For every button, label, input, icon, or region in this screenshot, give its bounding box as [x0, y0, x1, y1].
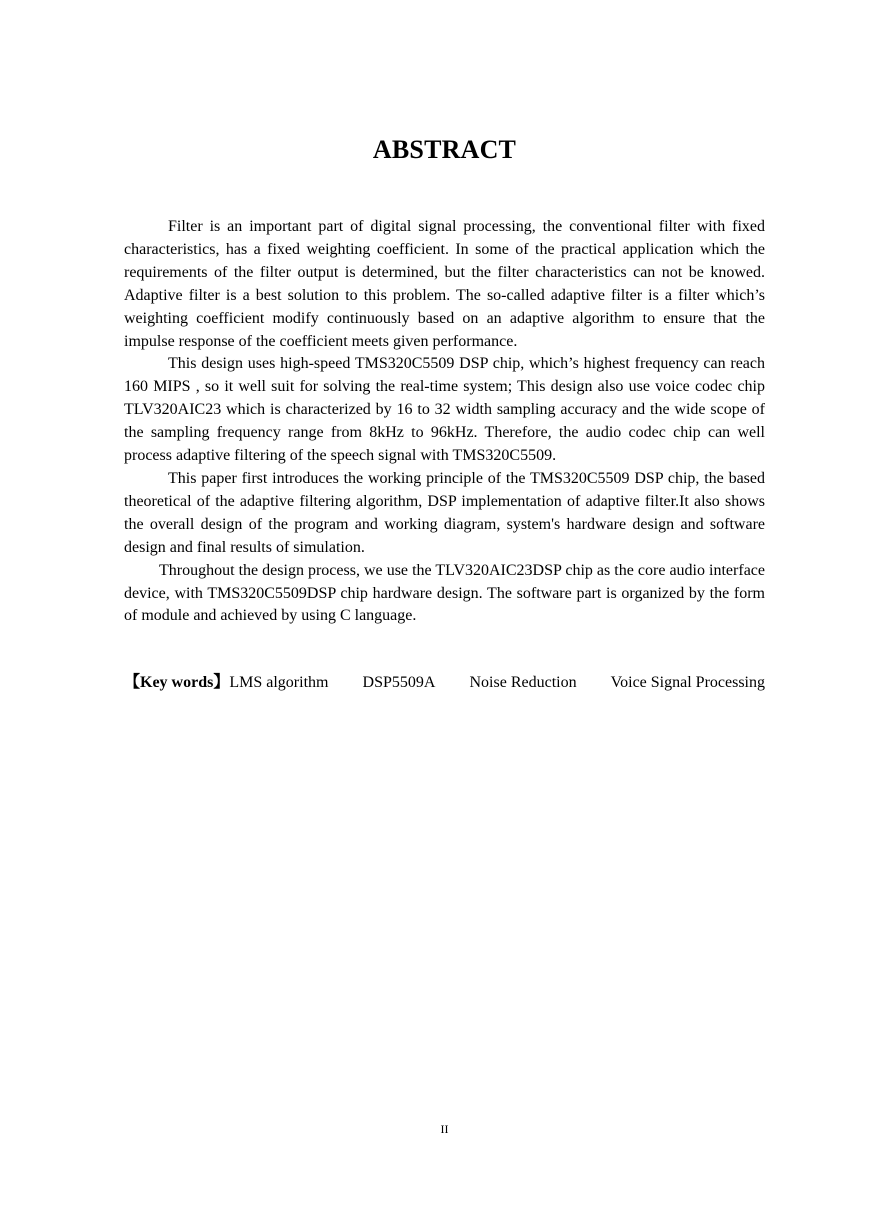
- abstract-paragraph-1: Filter is an important part of digital signal processing, the conventional filter with fixed characteristics, has a fixed weighting coefficient. In some of the practical application which the requirements of the filter output is determined, but the filter characteristics can not be knowed. Adaptive filter is a best solution to this problem. The so-called adaptive filter is a filter which’s weighting coefficient modify continuously based on an adaptive algorithm to ensure that the impulse response of the coefficient meets given performance.: [124, 218, 765, 350]
- abstract-paragraph-4: Throughout the design process, we use the TLV320AIC23DSP chip as the core audio interface device, with TMS320C5509DSP chip hardware design. The software part is organized by the form of module and achieved by using C language.: [124, 561, 765, 625]
- keywords-label: 【Key words】: [124, 674, 230, 691]
- keyword-item: DSP5509A: [362, 674, 436, 691]
- page-title: ABSTRACT: [372, 135, 517, 164]
- abstract-paragraph-2: This design uses high-speed TMS320C5509 DSP chip, which’s highest frequency can reach 160 MIPS , so it well suit for solving the real-time system; This design also use voice codec chip TLV320AIC23 which is characterized by 16 to 32 width sampling accuracy and the wide scope of the sampling frequency range from 8kHz to 96kHz. Therefore, the audio codec chip can well process adaptive filtering of the speech signal with TMS320C5509.: [124, 355, 765, 465]
- abstract-paragraph-3: This paper first introduces the working principle of the TMS320C5509 DSP chip, the based theoretical of the adaptive filtering algorithm, DSP implementation of adaptive filter.It also shows the overall design of the program and working diagram, system's hardware design and software design and final results of simulation.: [124, 469, 765, 556]
- keywords-line: [124, 672, 765, 694]
- keyword-item: Voice Signal Processing: [610, 674, 765, 691]
- keyword-item: LMS algorithm: [229, 674, 329, 691]
- abstract-body: [124, 216, 765, 628]
- keyword-item: Noise Reduction: [469, 674, 577, 691]
- page-number: II: [440, 1122, 449, 1136]
- keywords-first: [124, 672, 328, 694]
